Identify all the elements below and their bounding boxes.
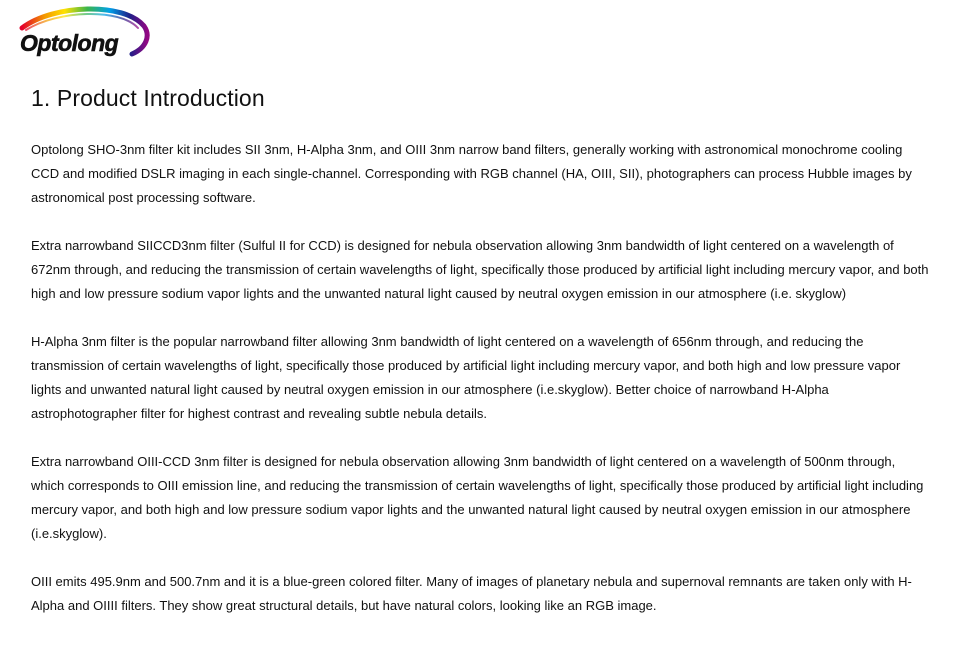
optolong-logo [14, 6, 154, 60]
logo-wordmark: Optolong [20, 30, 119, 56]
paragraph-kit-overview: Optolong SHO-3nm filter kit includes SII 3nm, H-Alpha 3nm, and OIII 3nm narrow band filters, generally working with astronomical monochrome cooling CCD and modified DSLR imaging in each single-channel. Corresponding with RGB channel (HA, OIII, SII), photographers can process Hubble images by astronomical post processing software. [31, 142, 912, 205]
paragraph-sii-filter: Extra narrowband SIICCD3nm filter (Sulful II for CCD) is designed for nebula observation allowing 3nm bandwidth of light centered on a wavelength of 672nm through, and reducing the transmission of certain wavelengths of light, specifically those produced by artificial light including mercury vapor, and both high and low pressure sodium vapor lights and the unwanted natural light caused by neutral oxygen emission in our atmosphere (i.e. skyglow) [31, 238, 929, 301]
paragraph-oiii-emission: OIII emits 495.9nm and 500.7nm and it is a blue-green colored filter. Many of images of planetary nebula and supernoval remnants are taken only with H-Alpha and OIIII filters. They show great structural details, but have natural colors, looking like an RGB image. [31, 574, 912, 613]
page-title: 1. Product Introduction [31, 85, 265, 111]
paragraph-halpha-filter: H-Alpha 3nm filter is the popular narrowband filter allowing 3nm bandwidth of light centered on a wavelength of 656nm through, and reducing the transmission of certain wavelengths of light, specifically those produced by artificial light including mercury vapor, and both high and low pressure vapor lights and unwanted natural light caused by neutral oxygen emission in our atmosphere (i.e.skyglow). Better choice of narrowband H-Alpha astrophotographer filter for highest contrast and revealing subtle nebula details. [31, 334, 901, 421]
content-body [31, 138, 931, 642]
paragraph-oiii-filter: Extra narrowband OIII-CCD 3nm filter is designed for nebula observation allowing 3nm bandwidth of light centered on a wavelength of 500nm through, which corresponds to OIII emission line, and reducing the transmission of certain wavelengths of light, specifically those produced by artificial light including mercury vapor, and both high and low pressure sodium vapor lights and the unwanted natural light caused by neutral oxygen emission in our atmosphere (i.e.skyglow). [31, 454, 924, 541]
